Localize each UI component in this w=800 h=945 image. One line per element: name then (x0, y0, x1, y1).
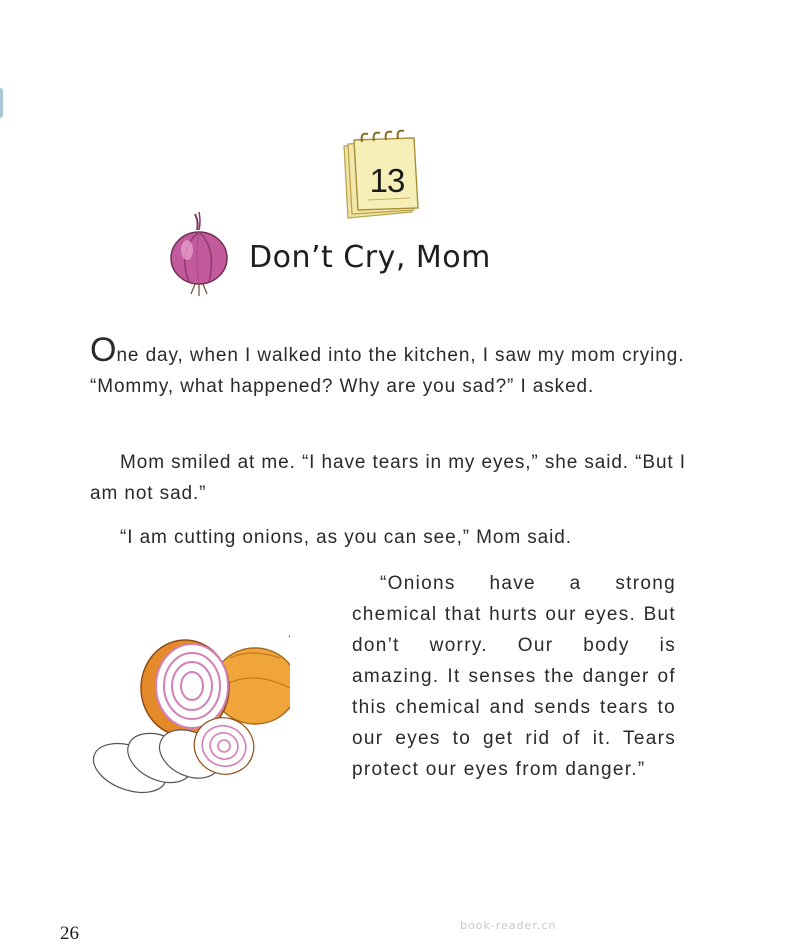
lesson-calendar (334, 126, 426, 222)
drop-cap: O (90, 331, 117, 369)
onion-icon (165, 210, 235, 300)
watermark: book-reader.cn (460, 919, 557, 932)
paragraph-1-text: ne day, when I walked into the kitchen, I saw my mom crying. “Mommy, what happened? Why are you sad?” I asked. (90, 345, 685, 397)
story-paragraph-1 (90, 331, 690, 402)
story-paragraph-3: “I am cutting onions, as you can see,” Mom said. (120, 527, 572, 548)
onion-illustration (90, 628, 290, 798)
page-number: 26 (60, 923, 79, 944)
story-title: Don’t Cry, Mom (249, 240, 491, 275)
lesson-number: 13 (369, 162, 405, 199)
page-edge-mark (0, 88, 3, 118)
story-paragraph-2: Mom smiled at me. “I have tears in my eyes,” she said. “But I am not sad.” (90, 452, 686, 504)
story-paragraph-4: “Onions have a strong chemical that hurts our eyes. But don’t worry. Our body is amazing. It senses the danger of this chemical and sends tears to our eyes to get rid of it. Tears protect our eyes from danger.” (352, 573, 676, 780)
